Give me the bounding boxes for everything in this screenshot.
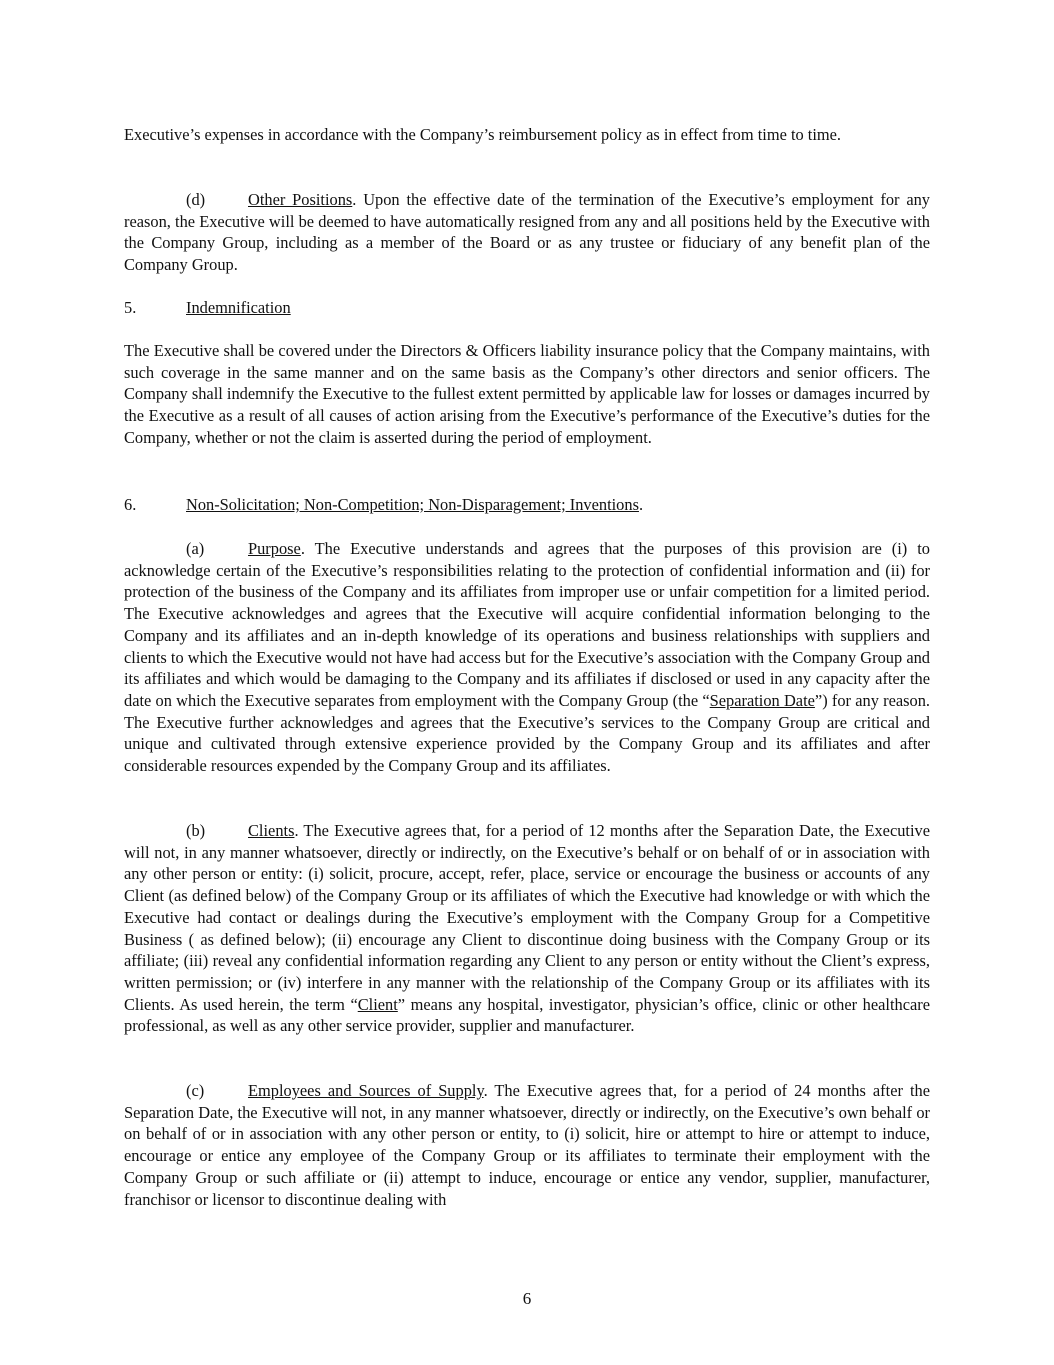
section-6a-label: (a) bbox=[186, 539, 205, 558]
section-6c-title: Employees and Sources of Supply bbox=[248, 1081, 484, 1100]
client-term: Client bbox=[357, 994, 398, 1014]
continuation-paragraph: Executive’s expenses in accordance with the Company’s reimbursement policy as in effect from time to time. bbox=[124, 125, 842, 144]
section-6b-body-1: . The Executive agrees that, for a period of 12 months after the Separation Date, the Executive will not, in any manner whatsoever, directly or indirectly, on the Executive’s behalf or on behalf of or in association with any other person or entity: (i) solicit, procure, accept, refer, place, service or encourage the business or accounts of any Client (as defined below) of the Company Group or its affiliates of which the Executive had knowledge or with which the Executive had contact or dealings during the Executive’s employment with the Company Group for a Competitive Business ( as defined below); (ii) encourage any Client to discontinue doing business with the Company Group or its affiliate; (iii) reveal any confidential information regarding any Client to any person or entity without the Client’s express, written permission; or (iv) interfere in any manner with the relationship of the Company Group or its affiliates with its Clients. As used herein, the term “ bbox=[124, 821, 930, 1014]
section-6-number: 6. bbox=[124, 495, 137, 514]
separation-date-term: Separation Date bbox=[709, 690, 815, 710]
section-4d-title: Other Positions bbox=[248, 190, 353, 209]
section-6a-body-1: . The Executive understands and agrees that the purposes of this provision are (i) to acknowledge certain of the Executive’s responsibilities relating to the protection of confidential information and (ii) for protection of the business of the Company and its affiliates from improper use or unfair competition for a limited period. The Executive acknowledges and agrees that the Executive will acquire confidential information belonging to the Company and its affiliates and an in-depth knowledge of its operations and business relationships with suppliers and clients to which the Executive would not have had access but for the Executive’s association with the Company Group and its affiliates and which would be damaging to the Company and its affiliates if disclosed or used in any capacity after the date on which the Executive separates from employment with the Company Group (the “ bbox=[124, 539, 930, 710]
section-6c-label: (c) bbox=[186, 1081, 205, 1100]
section-4d-paragraph bbox=[124, 189, 930, 276]
section-5-paragraph: The Executive shall be covered under the Directors & Officers liability insurance policy that the Company maintains, with such coverage in the same manner and on the same basis as the Company’s other directors and senior officers. The Company shall indemnify the Executive to the fullest extent permitted by applicable law for losses or damages incurred by the Executive as a result of all causes of action arising from the Executive’s performance of the Executive’s duties for the Company, whether or not the claim is asserted during the period of employment. bbox=[124, 341, 930, 447]
section-6a-paragraph bbox=[124, 538, 930, 777]
section-4d-label: (d) bbox=[186, 190, 206, 209]
section-6-heading bbox=[124, 494, 930, 516]
section-6-title: Non-Solicitation; Non-Competition; Non-Disparagement; Inventions bbox=[186, 495, 639, 514]
section-6b-title: Clients bbox=[248, 821, 295, 840]
section-6c-paragraph bbox=[124, 1080, 930, 1210]
section-5-title: Indemnification bbox=[186, 298, 291, 317]
section-5-number: 5. bbox=[124, 298, 137, 317]
section-6b-label: (b) bbox=[186, 821, 206, 840]
section-6a-body-2: ”) for any reason. The Executive further acknowledges and agrees that the Executive’s services to the Company Group are critical and unique and cultivated through extensive experience provided by the Company Group and its affiliates and after considerable resources expended by the Company Group and its affiliates. bbox=[124, 690, 930, 776]
section-4d-body: . Upon the effective date of the termination of the Executive’s employment for any reason, the Executive will be deemed to have automatically resigned from any and all positions held by the Executive with the Company Group, including as a member of the Board or as any trustee or fiduciary of any benefit plan of the Company Group. bbox=[124, 190, 930, 275]
section-6-title-end: . bbox=[638, 495, 644, 514]
section-6a-title: Purpose bbox=[248, 539, 301, 558]
section-5-heading bbox=[124, 297, 930, 319]
page-number: 6 bbox=[522, 1289, 532, 1308]
section-6b-body-2: ” means any hospital, investigator, physician’s office, clinic or other healthcare professional, as well as any other service provider, supplier and manufacturer. bbox=[124, 994, 930, 1036]
section-6c-body: . The Executive agrees that, for a period of 24 months after the Separation Date, the Executive will not, in any manner whatsoever, directly or indirectly, on the Executive’s own behalf or on behalf of or in association with any other person or entity, to (i) solicit, hire or attempt to hire or attempt to induce, encourage or entice any employee of the Company Group or its affiliates to terminate their employment with the Company Group or such affiliate or (ii) attempt to induce, encourage or entice any vendor, supplier, manufacturer, franchisor or licensor to discontinue dealing with bbox=[124, 1081, 930, 1209]
section-6b-paragraph bbox=[124, 820, 930, 1037]
